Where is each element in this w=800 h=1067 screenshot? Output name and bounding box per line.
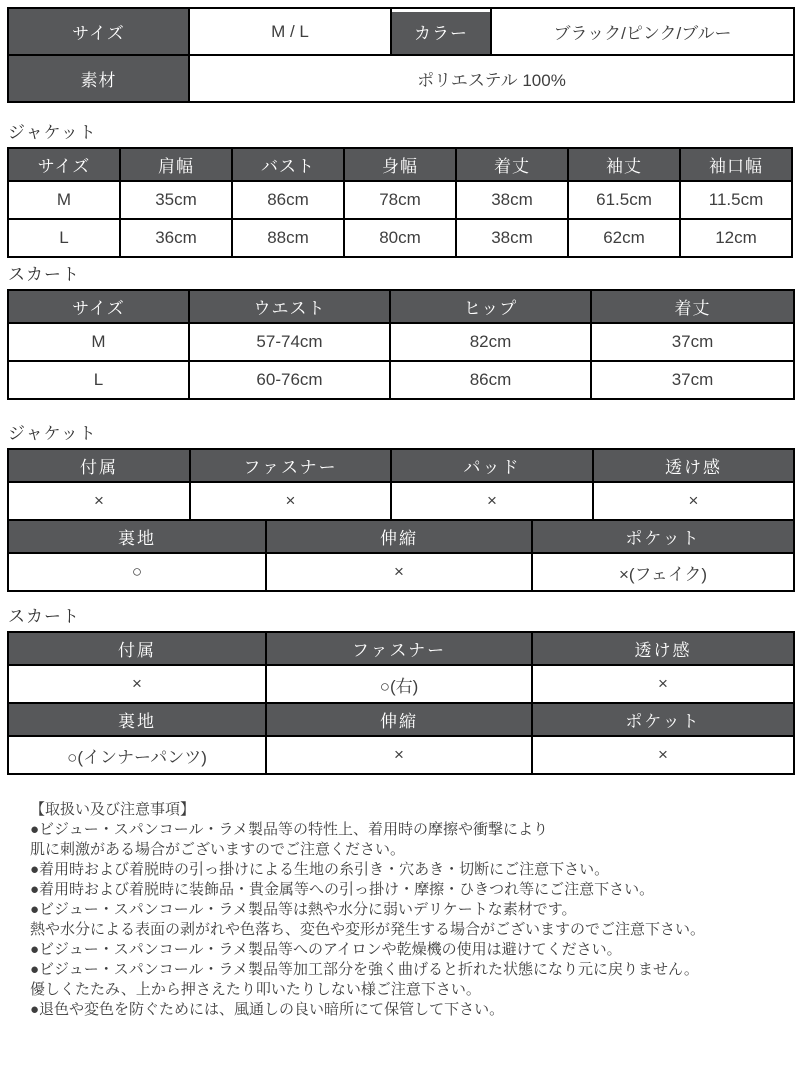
care-note-line: 優しくたたみ、上から押さえたり叩いたりしない様ご注意下さい。 xyxy=(30,981,481,998)
material-value: ポリエステル 100% xyxy=(189,55,794,102)
column-header: 袖丈 xyxy=(568,148,680,181)
table-cell: 82cm xyxy=(390,323,591,361)
header-row xyxy=(8,632,794,665)
table-cell: 86cm xyxy=(390,361,591,399)
skirt-size-section-label: スカート xyxy=(8,265,80,284)
column-header: 裏地 xyxy=(8,520,266,553)
skirt-spec-section-label: スカート xyxy=(8,607,80,626)
table-cell: 36cm xyxy=(120,219,232,257)
column-header: 裏地 xyxy=(8,703,266,736)
care-note-line: 熱や水分による表面の剥がれや色落ち、変色や変形が発生する場合がございますのでご注意下さい。 xyxy=(30,921,706,938)
color-value: ブラック/ピンク/ブルー xyxy=(491,8,794,55)
size-header: サイズ xyxy=(8,8,189,55)
table-cell: 78cm xyxy=(344,181,456,219)
table-cell: 57-74cm xyxy=(189,323,390,361)
header-row xyxy=(8,290,794,323)
care-note-line: ●ビジュー・スパンコール・ラメ製品等へのアイロンや乾燥機の使用は避けてください。 xyxy=(30,941,622,958)
table-cell: L xyxy=(8,361,189,399)
header-row xyxy=(8,520,794,553)
column-header: 伸縮 xyxy=(266,703,532,736)
table-cell: 12cm xyxy=(680,219,792,257)
care-note-line: ●ビジュー・スパンコール・ラメ製品等は熱や水分に弱いデリケートな素材です。 xyxy=(30,901,577,918)
table-cell: 11.5cm xyxy=(680,181,792,219)
table-cell: 86cm xyxy=(232,181,344,219)
table-row xyxy=(8,219,792,257)
spec-value: × xyxy=(532,736,794,774)
spec-value: × xyxy=(593,482,794,520)
material-header: 素材 xyxy=(8,55,189,102)
care-note-line: ●着用時および着脱時に装飾品・貴金属等への引っ掛け・摩擦・ひきつれ等にご注意下さい。 xyxy=(30,881,655,898)
column-header: 肩幅 xyxy=(120,148,232,181)
table-cell: 60-76cm xyxy=(189,361,390,399)
column-header: サイズ xyxy=(8,290,189,323)
column-header: ポケット xyxy=(532,520,794,553)
spec-value: ○ xyxy=(8,553,266,591)
jacket-spec-table-row2 xyxy=(7,519,795,592)
color-header: カラー xyxy=(391,8,491,55)
care-note-line: ●退色や変色を防ぐためには、風通しの良い暗所にて保管して下さい。 xyxy=(30,1001,505,1018)
spec-value: × xyxy=(266,736,532,774)
care-notes-title: 【取扱い及び注意事項】 xyxy=(30,801,196,818)
table-cell: 38cm xyxy=(456,181,568,219)
table-cell: L xyxy=(8,219,120,257)
column-header: 着丈 xyxy=(591,290,794,323)
column-header: 袖口幅 xyxy=(680,148,792,181)
column-header: 身幅 xyxy=(344,148,456,181)
skirt-spec-table-row1 xyxy=(7,631,795,704)
spec-value: ○(インナーパンツ) xyxy=(8,736,266,774)
material-row xyxy=(8,55,794,102)
skirt-size-table xyxy=(7,289,795,400)
jacket-spec-section-label: ジャケット xyxy=(8,424,97,443)
spec-value: ○(右) xyxy=(266,665,532,703)
column-header: ウエスト xyxy=(189,290,390,323)
table-cell: 37cm xyxy=(591,323,794,361)
header-row xyxy=(8,703,794,736)
table-cell: 62cm xyxy=(568,219,680,257)
value-row xyxy=(8,482,794,520)
spec-value: × xyxy=(8,665,266,703)
table-cell: 61.5cm xyxy=(568,181,680,219)
column-header: 伸縮 xyxy=(266,520,532,553)
column-header: パッド xyxy=(391,449,593,482)
column-header: ポケット xyxy=(532,703,794,736)
value-row xyxy=(8,553,794,591)
column-header: 透け感 xyxy=(532,632,794,665)
header-row xyxy=(8,449,794,482)
table-row xyxy=(8,323,794,361)
column-header: 着丈 xyxy=(456,148,568,181)
table-cell: 88cm xyxy=(232,219,344,257)
table-cell: 37cm xyxy=(591,361,794,399)
table-row xyxy=(8,361,794,399)
table-row xyxy=(8,181,792,219)
column-header: ファスナー xyxy=(190,449,391,482)
column-header: 透け感 xyxy=(593,449,794,482)
column-header: ファスナー xyxy=(266,632,532,665)
value-row xyxy=(8,665,794,703)
column-header: サイズ xyxy=(8,148,120,181)
table-cell: 80cm xyxy=(344,219,456,257)
jacket-size-table xyxy=(7,147,793,258)
column-header: 付属 xyxy=(8,449,190,482)
table-cell: 35cm xyxy=(120,181,232,219)
spec-value: × xyxy=(190,482,391,520)
table-cell: M xyxy=(8,323,189,361)
header-row xyxy=(8,148,792,181)
care-note-line: ●ビジュー・スパンコール・ラメ製品等の特性上、着用時の摩擦や衝撃により xyxy=(30,821,549,838)
care-note-line: ●ビジュー・スパンコール・ラメ製品等加工部分を強く曲げると折れた状態になり元に戻りません。 xyxy=(30,961,699,978)
column-header: バスト xyxy=(232,148,344,181)
size-color-material-table xyxy=(7,7,795,103)
size-value: M / L xyxy=(189,8,391,55)
care-notes xyxy=(7,800,793,1020)
table-cell: 38cm xyxy=(456,219,568,257)
value-row xyxy=(8,736,794,774)
jacket-spec-table-row1 xyxy=(7,448,795,521)
care-note-line: ●着用時および着脱時の引っ掛けによる生地の糸引き・穴あき・切断にご注意下さい。 xyxy=(30,861,610,878)
spec-value: × xyxy=(391,482,593,520)
column-header: 付属 xyxy=(8,632,266,665)
jacket-size-section-label: ジャケット xyxy=(8,123,97,142)
table-cell: M xyxy=(8,181,120,219)
spec-value: ×(フェイク) xyxy=(532,553,794,591)
column-header: ヒップ xyxy=(390,290,591,323)
skirt-spec-table-row2 xyxy=(7,702,795,775)
spec-value: × xyxy=(532,665,794,703)
size-color-row xyxy=(8,8,794,55)
spec-value: × xyxy=(8,482,190,520)
care-note-line: 肌に刺激がある場合がございますのでご注意ください。 xyxy=(30,841,406,858)
spec-value: × xyxy=(266,553,532,591)
